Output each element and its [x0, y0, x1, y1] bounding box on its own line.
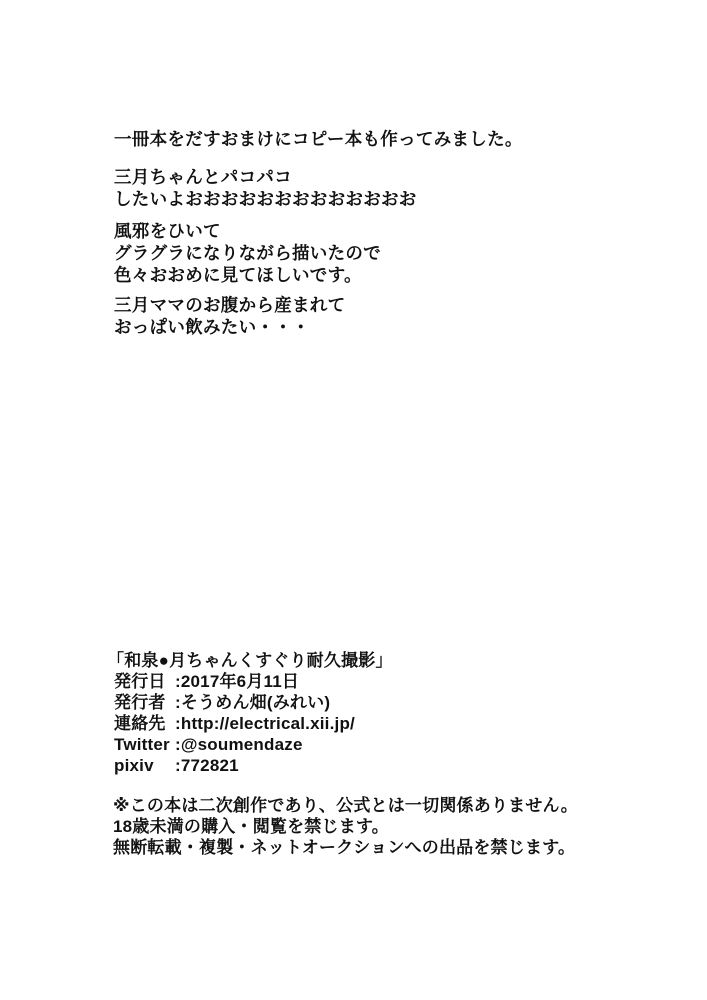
afterword-text-block [114, 128, 523, 338]
colophon-value: :http://electrical.xii.jp/ [175, 714, 355, 733]
colophon-entry-publisher [114, 692, 393, 713]
text-line: 一冊本をだすおまけにコピー本も作ってみました。 [114, 129, 523, 149]
paragraph [114, 294, 523, 338]
disclaimer-line: ※この本は二次創作であり、公式とは一切関係ありません。 [113, 796, 578, 815]
colophon-label: Twitter [114, 735, 170, 754]
colophon-label: 発行日 [114, 672, 166, 691]
colophon-label: pixiv [114, 756, 154, 775]
paragraph [114, 128, 523, 150]
book-title: 「和泉●月ちゃんくすぐり耐久撮影」 [107, 651, 393, 670]
text-line: したいよおおおおおおおおおおおおお [114, 189, 417, 209]
text-line: 風邪をひいて [114, 221, 221, 241]
text-line: 色々おおめに見てほしいです。 [114, 265, 362, 285]
colophon-entry-publish-date [114, 671, 393, 692]
disclaimer-line: 18歳未満の購入・閲覧を禁じます。 [113, 817, 389, 836]
colophon-entry-contact [114, 713, 393, 734]
colophon-entry-twitter [114, 734, 393, 755]
colophon-value: :772821 [175, 756, 239, 775]
text-line: 三月ママのお腹から産まれて [114, 295, 346, 315]
colophon-value: :そうめん畑(みれい) [175, 693, 331, 712]
colophon-label: 発行者 [114, 693, 166, 712]
text-line: 三月ちゃんとパコパコ [114, 167, 292, 187]
colophon-block [107, 650, 393, 776]
colophon-label: 連絡先 [114, 714, 166, 733]
paragraph [114, 220, 523, 286]
text-line: おっぱい飲みたい・・・ [114, 317, 310, 337]
paragraph [114, 166, 523, 210]
disclaimer-line: 無断転載・複製・ネットオークションへの出品を禁じます。 [113, 838, 576, 857]
colophon-value: :@soumendaze [175, 735, 303, 754]
text-line: グラグラになりながら描いたので [114, 243, 381, 263]
colophon-entry-pixiv [114, 755, 393, 776]
colophon-value: :2017年6月11日 [175, 672, 300, 691]
disclaimer-block [113, 795, 578, 858]
